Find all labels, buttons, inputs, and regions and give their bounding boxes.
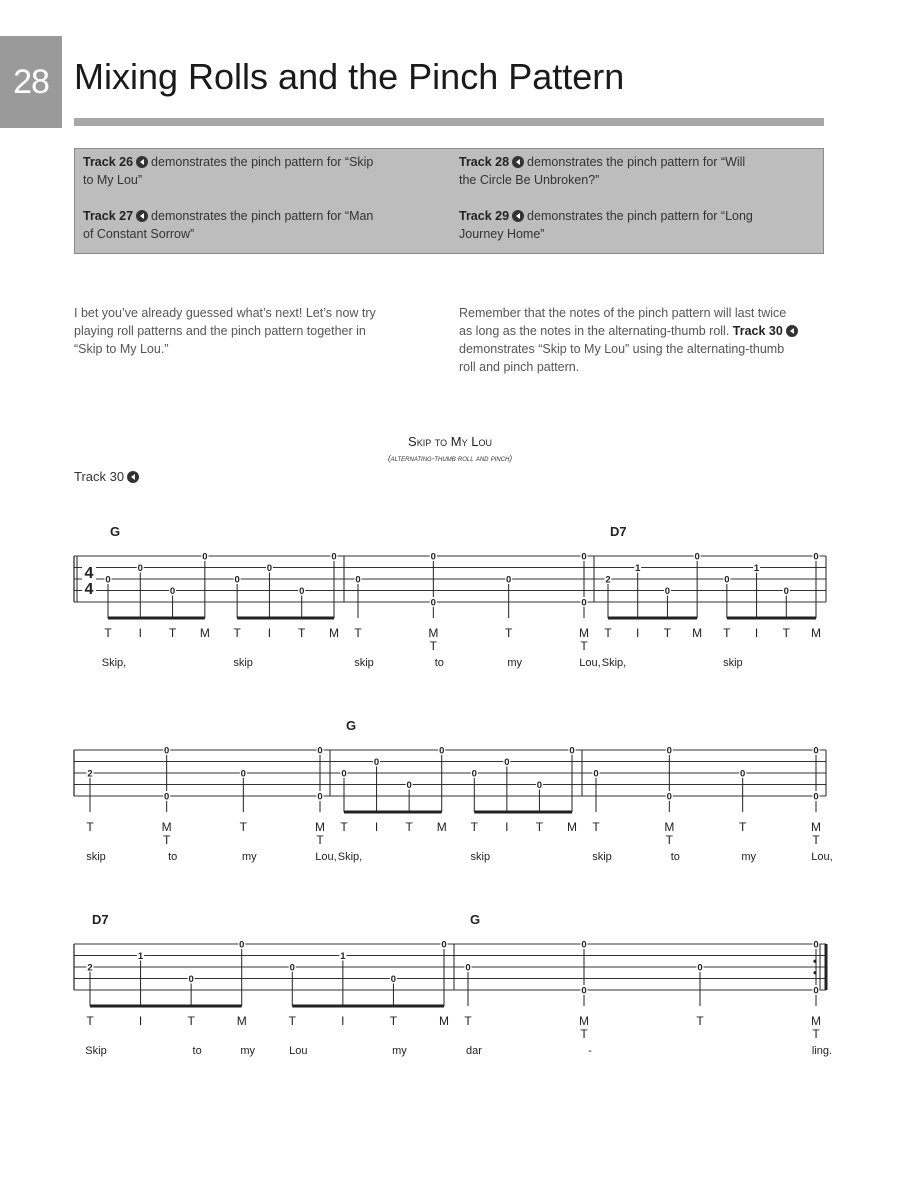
fret-number: 0 xyxy=(331,551,337,563)
finger-label: T xyxy=(405,820,413,834)
finger-label: I xyxy=(636,626,640,640)
lyric: - xyxy=(588,1045,592,1057)
fret-number: 0 xyxy=(569,745,575,757)
finger-label: T xyxy=(389,1014,398,1028)
fret-number: 0 xyxy=(724,574,730,586)
chord-name: G xyxy=(470,912,481,927)
finger-label: T xyxy=(162,833,171,847)
fret-number: 0 xyxy=(341,768,347,780)
lyric: to xyxy=(670,851,680,863)
song-subtitle: (alternating-thumb roll and pinch) xyxy=(387,454,513,463)
lyric: my xyxy=(392,1045,407,1057)
fret-number: 0 xyxy=(105,574,111,586)
finger-label: T xyxy=(580,639,588,653)
finger-label: T xyxy=(340,820,348,834)
song-title: Skip to My Lou xyxy=(408,434,492,449)
fret-number: 0 xyxy=(666,745,672,757)
finger-label: I xyxy=(505,820,509,834)
lyric: to xyxy=(434,657,444,669)
lyric: skip xyxy=(86,851,106,863)
track-desc: demonstrates the pinch pattern for “Long xyxy=(527,209,753,223)
lyric: dar xyxy=(466,1045,482,1057)
track-label: Track 27 xyxy=(83,209,134,223)
finger-label: T xyxy=(723,626,731,640)
lyric: Skip xyxy=(85,1045,107,1057)
fret-number: 0 xyxy=(813,939,819,951)
track-desc: the Circle Be Unbroken?” xyxy=(459,173,600,187)
fret-number: 0 xyxy=(783,586,789,597)
fret-number: 1 xyxy=(137,951,144,962)
finger-label: M xyxy=(236,1014,247,1028)
lyric: Skip, xyxy=(101,657,127,669)
fret-number: 0 xyxy=(471,768,477,780)
text-line: Remember that the notes of the pinch pattern will last twice xyxy=(459,306,787,320)
finger-label: M xyxy=(811,820,821,834)
lyric: Lou, xyxy=(315,851,337,863)
track-desc: demonstrates the pinch pattern for “Will xyxy=(527,155,746,169)
finger-label: M xyxy=(428,626,439,640)
fret-number: 2 xyxy=(87,768,93,780)
lyric: skip xyxy=(470,851,491,863)
finger-label: M xyxy=(692,626,703,640)
finger-label: T xyxy=(604,626,612,640)
fret-number: 0 xyxy=(813,791,819,803)
fret-number: 0 xyxy=(740,768,746,780)
finger-label: I xyxy=(754,626,759,640)
fret-number: 0 xyxy=(164,745,170,757)
finger-label: T xyxy=(104,626,112,640)
time-signature-bottom: 4 xyxy=(84,581,94,598)
finger-label: M xyxy=(567,820,577,834)
text-line: as long as the notes in the alternating-thumb roll. xyxy=(459,324,730,338)
finger-label: T xyxy=(812,833,820,847)
finger-label: M xyxy=(811,1014,821,1028)
finger-label: I xyxy=(138,1014,143,1028)
fret-number: 0 xyxy=(506,574,512,586)
finger-label: T xyxy=(782,626,790,640)
fret-number: 0 xyxy=(266,563,273,574)
lyric: my xyxy=(741,851,757,863)
finger-label: M xyxy=(199,626,210,640)
fret-number: 0 xyxy=(355,574,361,586)
finger-label: M xyxy=(664,820,675,834)
fret-number: 0 xyxy=(240,768,246,780)
chord-name: G xyxy=(346,718,357,733)
fret-number: 0 xyxy=(317,745,323,757)
fret-number: 0 xyxy=(465,962,471,974)
finger-label: T xyxy=(580,1027,588,1041)
finger-label: T xyxy=(187,1014,195,1028)
lyric: Skip, xyxy=(601,657,627,669)
fret-number: 0 xyxy=(164,791,170,803)
finger-label: T xyxy=(86,1014,94,1028)
lyric: ling. xyxy=(811,1045,833,1057)
page-number: 28 xyxy=(0,36,62,128)
finger-label: T xyxy=(470,820,478,834)
finger-label: T xyxy=(504,626,513,640)
fret-number: 0 xyxy=(188,974,194,985)
fret-number: 0 xyxy=(239,939,245,951)
fret-number: 0 xyxy=(581,939,587,951)
finger-label: T xyxy=(812,1027,820,1041)
fret-number: 0 xyxy=(504,757,510,768)
fret-number: 0 xyxy=(664,586,671,597)
lyric: skip xyxy=(233,657,253,669)
fret-number: 1 xyxy=(753,563,760,574)
fret-number: 0 xyxy=(581,985,587,997)
fret-number: 0 xyxy=(813,745,819,757)
finger-label: I xyxy=(374,820,379,834)
lyric: skip xyxy=(354,657,374,669)
track-label: Track 28 xyxy=(459,155,510,169)
finger-label: T xyxy=(298,626,306,640)
fret-number: 0 xyxy=(406,780,412,791)
finger-label: M xyxy=(161,820,172,834)
fret-number: 0 xyxy=(234,574,240,586)
finger-label: T xyxy=(464,1014,472,1028)
track-label: Track 30 xyxy=(74,469,125,484)
fret-number: 1 xyxy=(340,951,346,962)
track-label: Track 29 xyxy=(459,209,510,223)
chord-name: D7 xyxy=(92,912,109,927)
fret-number: 0 xyxy=(299,586,305,597)
lyric: Lou, xyxy=(579,657,601,669)
fret-number: 1 xyxy=(635,563,641,574)
fret-number: 0 xyxy=(813,551,819,563)
finger-label: T xyxy=(738,820,747,834)
fret-number: 2 xyxy=(87,962,93,974)
lyric: Lou xyxy=(289,1045,308,1057)
finger-label: T xyxy=(288,1014,296,1028)
finger-label: T xyxy=(665,833,674,847)
finger-label: T xyxy=(239,820,248,834)
finger-label: T xyxy=(86,820,94,834)
track-desc: Journey Home” xyxy=(459,227,545,241)
time-signature-top: 4 xyxy=(84,565,94,582)
finger-label: M xyxy=(329,626,339,640)
track-label: Track 26 xyxy=(83,155,134,169)
finger-label: I xyxy=(267,626,272,640)
fret-number: 0 xyxy=(593,768,599,780)
finger-label: T xyxy=(663,626,672,640)
text-line: demonstrates “Skip to My Lou” using the alternating-thumb xyxy=(459,342,785,356)
finger-label: M xyxy=(579,626,589,640)
fret-number: 0 xyxy=(202,551,208,563)
chord-name: G xyxy=(110,524,121,539)
fret-number: 0 xyxy=(373,757,380,768)
lyric: to xyxy=(192,1045,202,1057)
lyric: my xyxy=(240,1045,256,1057)
lyric: Skip, xyxy=(337,851,363,863)
lyric: skip xyxy=(723,657,743,669)
finger-label: I xyxy=(138,626,142,640)
page-title: Mixing Rolls and the Pinch Pattern xyxy=(74,56,625,97)
fret-number: 0 xyxy=(813,985,819,997)
fret-number: 0 xyxy=(439,745,445,757)
lyric: to xyxy=(168,851,178,863)
text-line: playing roll patterns and the pinch pattern together in xyxy=(74,324,366,338)
finger-label: T xyxy=(592,820,600,834)
track-desc: demonstrates the pinch pattern for “Skip xyxy=(151,155,374,169)
fret-number: 0 xyxy=(317,791,323,803)
track-desc: to My Lou” xyxy=(83,173,143,187)
lyric: skip xyxy=(592,851,612,863)
fret-number: 0 xyxy=(390,974,397,985)
track-desc: of Constant Sorrow” xyxy=(83,227,195,241)
fret-number: 0 xyxy=(137,563,143,574)
text-line: roll and pinch pattern. xyxy=(459,360,580,374)
lyric: my xyxy=(241,851,257,863)
finger-label: T xyxy=(354,626,362,640)
finger-label: M xyxy=(436,820,447,834)
finger-label: M xyxy=(811,626,821,640)
fret-number: 0 xyxy=(430,597,436,609)
fret-number: 2 xyxy=(605,574,611,586)
lyric: my xyxy=(507,657,523,669)
finger-label: T xyxy=(316,833,324,847)
finger-label: M xyxy=(579,1014,589,1028)
fret-number: 0 xyxy=(581,597,587,609)
fret-number: 0 xyxy=(694,551,700,563)
finger-label: T xyxy=(535,820,544,834)
fret-number: 0 xyxy=(581,551,587,563)
fret-number: 0 xyxy=(697,962,703,974)
fret-number: 0 xyxy=(666,791,672,803)
chord-name: D7 xyxy=(610,524,627,539)
fret-number: 0 xyxy=(441,939,447,951)
finger-label: T xyxy=(168,626,177,640)
track-desc: demonstrates the pinch pattern for “Man xyxy=(151,209,374,223)
finger-label: T xyxy=(696,1014,704,1028)
finger-label: T xyxy=(429,639,438,653)
fret-number: 0 xyxy=(430,551,436,563)
fret-number: 0 xyxy=(169,586,176,597)
text-line: I bet you’ve already guessed what’s next! Let’s now try xyxy=(74,306,376,320)
finger-label: I xyxy=(341,1014,345,1028)
finger-label: M xyxy=(315,820,325,834)
text-line: “Skip to My Lou.” xyxy=(74,342,169,356)
lyric: Lou, xyxy=(811,851,833,863)
fret-number: 0 xyxy=(289,962,295,974)
fret-number: 0 xyxy=(536,780,543,791)
finger-label: T xyxy=(233,626,241,640)
finger-label: M xyxy=(439,1014,449,1028)
track-label: Track 30 xyxy=(732,324,783,338)
